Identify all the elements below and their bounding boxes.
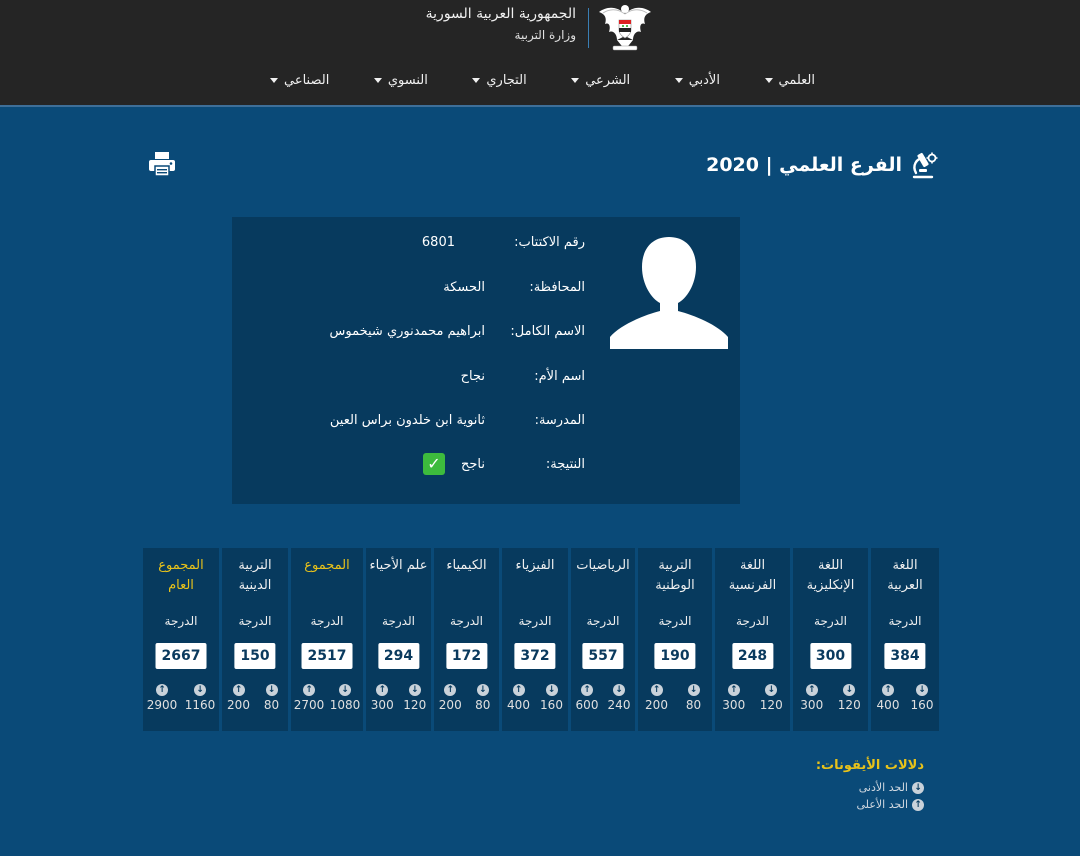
- grade-label: الدرجة: [814, 614, 847, 628]
- subject-name: المجموع: [304, 558, 350, 573]
- nav-item-industrial[interactable]: [270, 73, 329, 88]
- caret-down-icon: [675, 78, 683, 83]
- subject-column: [291, 548, 363, 731]
- info-value: ثانوية ابن خلدون براس العين: [329, 413, 485, 428]
- subject-name: اللغة الفرنسية: [728, 558, 777, 593]
- arrow-down-circle-icon: ↓: [339, 684, 351, 696]
- arrow-up-circle-icon: ↑: [581, 684, 593, 696]
- min-max: [715, 684, 790, 714]
- microscope-icon: [910, 150, 938, 180]
- legend-min: [684, 781, 924, 794]
- min-value-cell: [327, 684, 363, 712]
- nav-label: الأدبي: [688, 72, 720, 88]
- max-value-cell: [291, 684, 327, 712]
- country-name: الجمهورية العربية السورية: [425, 6, 576, 22]
- arrow-up-circle-icon: ↑: [513, 684, 525, 696]
- grade-label: الدرجة: [238, 614, 272, 628]
- info-label: المدرسة:: [534, 413, 585, 428]
- max-value-cell: [871, 684, 905, 712]
- subject-column: [793, 548, 868, 731]
- subject-name: التربية الوطنية: [655, 558, 695, 593]
- arrow-down-circle-icon: ↓: [194, 684, 206, 696]
- score-badge: 150: [234, 643, 275, 669]
- max-value-cell: [638, 684, 675, 712]
- info-value: الحسكة: [443, 280, 485, 295]
- min-value-cell: [905, 684, 939, 712]
- subject-column: [871, 548, 939, 731]
- grade-label: الدرجة: [736, 614, 769, 628]
- min-value-cell: [831, 684, 869, 712]
- min-value: 120: [759, 698, 783, 712]
- min-value-cell: [753, 684, 791, 712]
- grade-label: الدرجة: [658, 614, 692, 628]
- max-value: 200: [645, 698, 668, 712]
- max-value: 200: [438, 698, 462, 712]
- legend-title: دلالات الأيقونات:: [815, 758, 924, 773]
- min-value: 80: [685, 698, 702, 712]
- subject-name: اللغة الإنكليزية: [806, 558, 855, 593]
- caret-down-icon: [374, 78, 382, 83]
- info-label: الاسم الكامل:: [510, 324, 585, 339]
- info-label: المحافظة:: [529, 280, 585, 295]
- info-row-governorate: [255, 280, 585, 302]
- arrow-up-circle-icon: ↑: [651, 684, 663, 696]
- max-value-cell: [715, 684, 753, 712]
- min-max: [222, 684, 288, 714]
- check-icon: ✓: [423, 453, 445, 475]
- brand-separator: [588, 8, 589, 48]
- subject-column: [143, 548, 219, 731]
- grade-label: الدرجة: [888, 614, 922, 628]
- min-value: 1080: [329, 698, 361, 712]
- min-value: 80: [263, 698, 280, 712]
- subject-name: الكيمياء: [446, 558, 487, 573]
- nav-item-sharia[interactable]: [571, 73, 630, 88]
- arrow-down-circle-icon: ↓: [765, 684, 777, 696]
- nav-item-literary[interactable]: [675, 73, 720, 88]
- arrow-up-circle-icon: ↑: [728, 684, 740, 696]
- min-value: 240: [607, 698, 631, 712]
- arrow-up-circle-icon: ↑: [376, 684, 388, 696]
- info-row-school: [255, 413, 585, 435]
- score-badge: 2667: [156, 643, 207, 669]
- arrow-up-circle-icon: ↑: [303, 684, 315, 696]
- main-nav: [270, 68, 815, 92]
- min-value: 80: [475, 698, 491, 712]
- subject-column: [434, 548, 499, 731]
- max-value: 2900: [146, 698, 178, 712]
- subjects-table: [143, 548, 939, 731]
- caret-down-icon: [571, 78, 579, 83]
- info-value: 6801: [421, 235, 455, 250]
- subject-name: الرياضيات: [576, 558, 630, 573]
- max-value-cell: [793, 684, 831, 712]
- min-value-cell: [535, 684, 568, 712]
- min-value-cell: [181, 684, 219, 712]
- min-value-cell: [675, 684, 712, 712]
- info-label: رقم الاكتتاب:: [514, 235, 585, 250]
- arrow-up-circle-icon: ↑: [156, 684, 168, 696]
- caret-down-icon: [472, 78, 480, 83]
- info-row-seat-number: [255, 235, 585, 257]
- score-badge: 557: [582, 643, 623, 669]
- min-max: [143, 684, 219, 714]
- student-info-card: [232, 217, 740, 504]
- grade-label: الدرجة: [518, 614, 552, 628]
- brand-text: [426, 4, 576, 46]
- arrow-down-circle-icon: ↓: [409, 684, 421, 696]
- arrow-down-circle-icon: ↓: [916, 684, 928, 696]
- nav-label: العلمي: [778, 72, 815, 88]
- score-badge: 2517: [302, 643, 353, 669]
- caret-down-icon: [270, 78, 278, 83]
- subject-name: علم الأحياء: [369, 558, 428, 573]
- page-title: [706, 150, 938, 180]
- nav-label: التجاري: [486, 72, 527, 88]
- min-value-cell: [399, 684, 432, 712]
- site-header: [0, 0, 1080, 107]
- subject-name: التربية الدينية: [238, 558, 272, 593]
- score-badge: 248: [732, 643, 773, 669]
- score-badge: 372: [514, 643, 555, 669]
- max-value: 200: [227, 698, 250, 712]
- arrow-up-circle-icon: ↑: [444, 684, 456, 696]
- min-value: 1160: [184, 698, 216, 712]
- subject-column: [502, 548, 568, 731]
- icons-legend: [684, 758, 924, 815]
- max-value-cell: [434, 684, 467, 712]
- max-value: 300: [370, 698, 394, 712]
- min-value: 160: [910, 698, 934, 712]
- arrow-down-circle-icon: ↓: [613, 684, 625, 696]
- score-badge: 172: [446, 643, 487, 669]
- arrow-down-circle-icon: ↓: [477, 684, 489, 696]
- max-value: 2700: [293, 698, 325, 712]
- score-badge: 190: [654, 643, 695, 669]
- arrow-down-circle-icon: ↓: [912, 782, 924, 794]
- min-max: [502, 684, 568, 714]
- max-value: 300: [722, 698, 746, 712]
- info-row-result: [255, 454, 585, 479]
- emblem-icon: [595, 0, 655, 54]
- info-row-mother-name: [255, 369, 585, 391]
- nav-item-feminine[interactable]: [374, 73, 428, 88]
- legend-max: [684, 798, 924, 811]
- subject-name: الفيزياء: [515, 558, 555, 573]
- nav-label: النسوي: [387, 72, 428, 88]
- page-title-text: الفرع العلمي | 2020: [706, 154, 902, 176]
- min-value-cell: [467, 684, 500, 712]
- info-label: النتيجة:: [545, 457, 585, 472]
- subject-name: المجموع العام: [158, 558, 204, 593]
- min-max: [366, 684, 431, 714]
- min-value: 120: [837, 698, 861, 712]
- avatar: [608, 227, 730, 349]
- nav-item-commercial[interactable]: [472, 73, 526, 88]
- max-value: 300: [800, 698, 824, 712]
- min-max: [638, 684, 712, 714]
- arrow-down-circle-icon: ↓: [266, 684, 278, 696]
- score-badge: 384: [884, 643, 925, 669]
- info-label: اسم الأم:: [534, 369, 585, 384]
- min-value-cell: [255, 684, 288, 712]
- info-value: نجاح: [460, 369, 485, 384]
- caret-down-icon: [765, 78, 773, 83]
- max-value: 400: [507, 698, 530, 712]
- arrow-up-circle-icon: ↑: [806, 684, 818, 696]
- legend-max-label: الحد الأعلى: [856, 798, 908, 811]
- arrow-up-circle-icon: ↑: [233, 684, 245, 696]
- max-value-cell: [502, 684, 535, 712]
- subject-column: [715, 548, 790, 731]
- grade-label: الدرجة: [450, 614, 483, 628]
- grade-label: الدرجة: [164, 614, 198, 628]
- info-value: ابراهيم محمدنوري شيخموس: [329, 324, 485, 339]
- subject-column: [222, 548, 288, 731]
- result-value: ناجح: [460, 457, 485, 472]
- printer-icon[interactable]: [148, 151, 176, 177]
- subject-column: [571, 548, 635, 731]
- arrow-down-circle-icon: ↓: [843, 684, 855, 696]
- max-value: 600: [575, 698, 599, 712]
- legend-min-label: الحد الأدنى: [858, 781, 908, 794]
- ministry-name: وزارة التربية: [514, 28, 576, 42]
- grade-label: الدرجة: [310, 614, 344, 628]
- min-max: [571, 684, 635, 714]
- subject-column: [638, 548, 712, 731]
- min-value-cell: [603, 684, 635, 712]
- nav-label: الشرعي: [585, 72, 631, 88]
- max-value-cell: [143, 684, 181, 712]
- min-max: [291, 684, 363, 714]
- brand[interactable]: [405, 0, 660, 56]
- score-badge: 300: [810, 643, 851, 669]
- arrow-down-circle-icon: ↓: [546, 684, 558, 696]
- max-value: 400: [876, 698, 900, 712]
- grade-label: الدرجة: [382, 614, 415, 628]
- subject-name: اللغة العربية: [887, 558, 923, 593]
- score-badge: 294: [378, 643, 419, 669]
- grade-label: الدرجة: [586, 614, 620, 628]
- min-max: [793, 684, 868, 714]
- max-value-cell: [222, 684, 255, 712]
- arrow-up-circle-icon: ↑: [912, 799, 924, 811]
- nav-label: الصناعي: [284, 72, 330, 88]
- arrow-down-circle-icon: ↓: [688, 684, 700, 696]
- nav-item-scientific[interactable]: [765, 73, 816, 88]
- max-value-cell: [571, 684, 603, 712]
- min-max: [871, 684, 939, 714]
- min-max: [434, 684, 499, 714]
- info-row-full-name: [255, 324, 585, 346]
- min-value: 160: [540, 698, 563, 712]
- arrow-up-circle-icon: ↑: [882, 684, 894, 696]
- subject-column: [366, 548, 431, 731]
- min-value: 120: [403, 698, 427, 712]
- max-value-cell: [366, 684, 399, 712]
